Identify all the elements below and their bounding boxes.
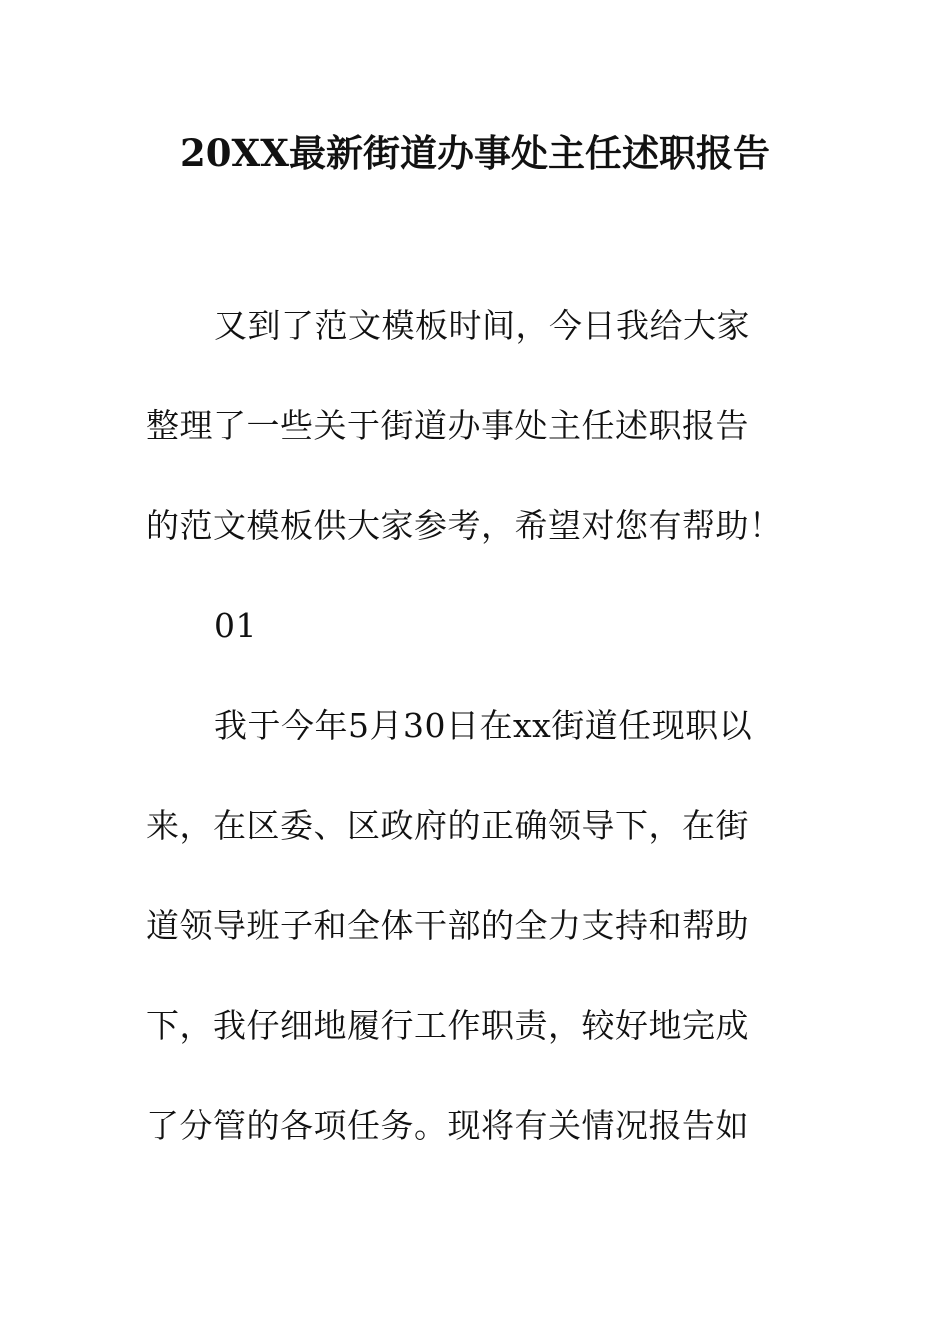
paragraph-line: 道领导班子和全体干部的全力支持和帮助 [146,906,749,945]
paragraph-line: 了分管的各项任务。现将有关情况报告如 [146,1106,749,1145]
paragraph-line: 我于今年5月30日在xx街道任现职以 [214,706,753,745]
paragraph-line: 下，我仔细地履行工作职责，较好地完成 [146,1006,749,1045]
paragraph-line: 来，在区委、区政府的正确领导下，在街 [146,806,749,845]
document-title: 20XX最新街道办事处主任述职报告 [180,131,770,175]
section-number: 01 [214,606,257,645]
paragraph-line: 整理了一些关于街道办事处主任述职报告 [146,406,749,445]
paragraph-line: 又到了范文模板时间，今日我给大家 [214,306,750,345]
paragraph-line: 的范文模板供大家参考，希望对您有帮助！ [146,506,783,545]
